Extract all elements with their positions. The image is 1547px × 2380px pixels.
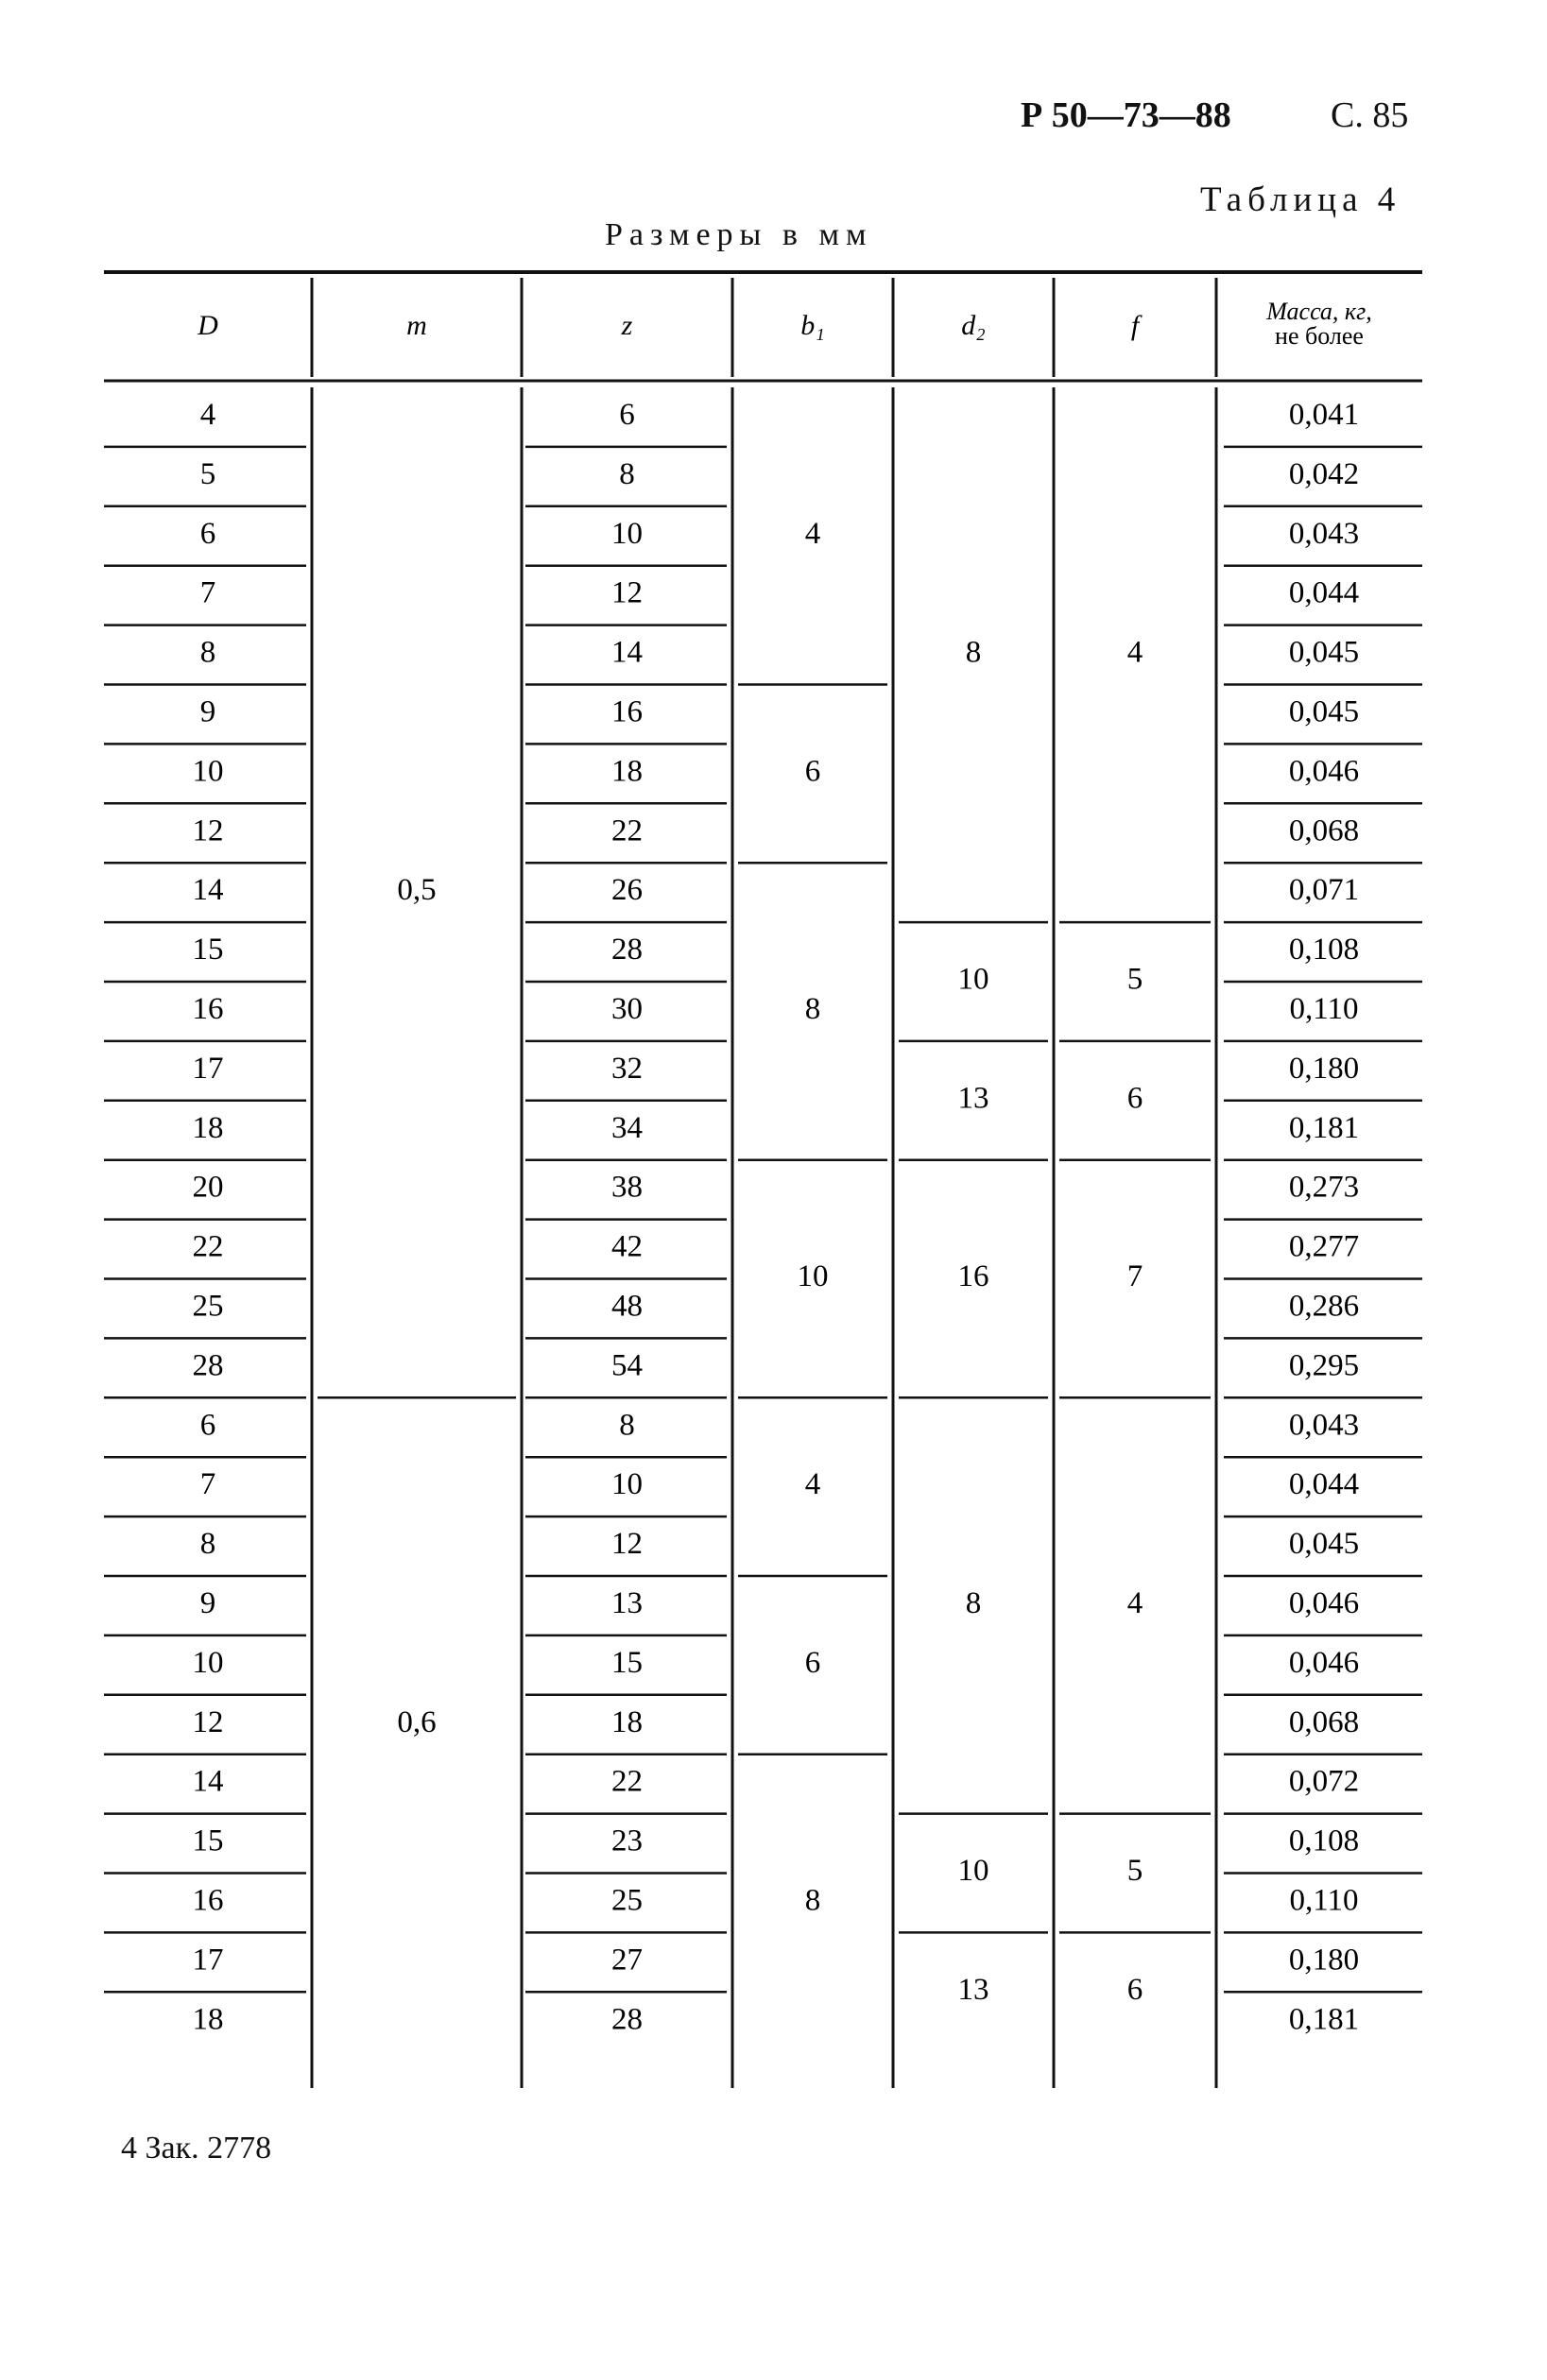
cell-mass: 0,042 (1288, 456, 1360, 491)
cell-z: 8 (619, 1408, 635, 1443)
cell-D: 10 (192, 754, 224, 789)
cell-b1-group: 8 (804, 992, 821, 1027)
cell-z: 30 (611, 992, 643, 1027)
cell-mass: 0,046 (1288, 1645, 1360, 1680)
cell-z: 6 (619, 398, 635, 433)
document-code: Р 50—73—88 (1021, 95, 1231, 135)
cell-z: 14 (611, 635, 643, 670)
header-d2: d₂ (961, 309, 986, 341)
header-b1: b₁ (800, 309, 825, 341)
header-mass-line2: не более (1275, 321, 1364, 350)
cell-mass: 0,181 (1288, 2002, 1360, 2037)
cell-D: 15 (192, 1824, 224, 1858)
cell-D: 25 (192, 1289, 224, 1324)
cell-mass: 0,110 (1289, 992, 1359, 1027)
header-mass-line1: Масса, кг, (1266, 297, 1372, 325)
cell-mass: 0,045 (1288, 1527, 1360, 1562)
cell-b1-group: 6 (804, 1645, 821, 1680)
cell-D: 12 (192, 813, 224, 848)
cell-f-group: 4 (1126, 1586, 1143, 1621)
cell-z: 26 (611, 873, 643, 908)
cell-z: 32 (611, 1051, 643, 1086)
cell-z: 28 (611, 933, 643, 967)
cell-m-group: 0,6 (397, 1704, 437, 1739)
cell-mass: 0,180 (1288, 1943, 1360, 1978)
cell-mass: 0,068 (1288, 813, 1360, 848)
cell-mass: 0,068 (1288, 1704, 1360, 1739)
cell-D: 7 (199, 1467, 216, 1502)
cell-f-group: 6 (1126, 1972, 1143, 2007)
cell-z: 23 (611, 1824, 643, 1858)
cell-mass: 0,041 (1288, 398, 1360, 433)
cell-mass: 0,286 (1288, 1289, 1360, 1324)
cell-mass: 0,044 (1288, 1467, 1360, 1502)
cell-mass: 0,108 (1288, 933, 1360, 967)
cell-mass: 0,072 (1288, 1764, 1360, 1799)
cell-mass: 0,295 (1288, 1348, 1360, 1383)
cell-D: 9 (199, 1586, 216, 1621)
cell-b1-group: 10 (797, 1259, 829, 1294)
cell-mass: 0,108 (1288, 1824, 1360, 1858)
cell-D: 20 (192, 1170, 224, 1205)
cell-b1-group: 4 (804, 516, 821, 551)
cell-D: 6 (199, 1408, 216, 1443)
cell-z: 22 (611, 1764, 643, 1799)
cell-mass: 0,046 (1288, 754, 1360, 789)
cell-z: 10 (611, 516, 643, 551)
cell-z: 13 (611, 1586, 643, 1621)
cell-b1-group: 8 (804, 1883, 821, 1918)
cell-z: 34 (611, 1110, 643, 1145)
cell-d2-group: 8 (965, 1586, 982, 1621)
cell-D: 14 (192, 1764, 224, 1799)
cell-D: 22 (192, 1229, 224, 1264)
cell-D: 17 (192, 1051, 224, 1086)
cell-f-group: 5 (1126, 962, 1143, 997)
cell-D: 16 (192, 992, 224, 1027)
header-f: f (1130, 309, 1140, 341)
cell-f-group: 7 (1126, 1259, 1143, 1294)
cell-mass: 0,046 (1288, 1586, 1360, 1621)
cell-z: 18 (611, 754, 643, 789)
cell-D: 8 (199, 1527, 216, 1562)
cell-z: 12 (611, 1527, 643, 1562)
cell-mass: 0,043 (1288, 1408, 1360, 1443)
header-m: m (406, 309, 427, 341)
cell-D: 17 (192, 1943, 224, 1978)
cell-D: 14 (192, 873, 224, 908)
cell-mass: 0,044 (1288, 575, 1360, 610)
cell-D: 8 (199, 635, 216, 670)
cell-mass: 0,277 (1288, 1229, 1360, 1264)
page-number: С. 85 (1331, 95, 1409, 135)
cell-D: 18 (192, 1110, 224, 1145)
cell-d2-group: 10 (957, 1854, 989, 1889)
cell-z: 15 (611, 1645, 643, 1680)
cell-f-group: 6 (1126, 1081, 1143, 1116)
cell-D: 9 (199, 694, 216, 729)
cell-z: 38 (611, 1170, 643, 1205)
cell-mass: 0,180 (1288, 1051, 1360, 1086)
cell-z: 8 (619, 456, 635, 491)
cell-mass: 0,110 (1289, 1883, 1359, 1918)
cell-z: 18 (611, 1704, 643, 1739)
cell-D: 10 (192, 1645, 224, 1680)
header-z: z (621, 309, 633, 341)
cell-m-group: 0,5 (397, 873, 437, 908)
cell-D: 7 (199, 575, 216, 610)
cell-D: 28 (192, 1348, 224, 1383)
cell-f-group: 4 (1126, 635, 1143, 670)
cell-D: 12 (192, 1704, 224, 1739)
cell-z: 25 (611, 1883, 643, 1918)
table-title: Таблица 4 (1200, 180, 1401, 219)
header-D: D (198, 309, 218, 341)
cell-D: 5 (199, 456, 216, 491)
cell-z: 12 (611, 575, 643, 610)
cell-f-group: 5 (1126, 1854, 1143, 1889)
cell-z: 42 (611, 1229, 643, 1264)
cell-z: 48 (611, 1289, 643, 1324)
units-note: Размеры в мм (605, 217, 873, 252)
cell-b1-group: 4 (804, 1467, 821, 1502)
cell-d2-group: 10 (957, 962, 989, 997)
cell-mass: 0,043 (1288, 516, 1360, 551)
cell-D: 4 (199, 398, 216, 433)
cell-z: 22 (611, 813, 643, 848)
cell-d2-group: 13 (957, 1081, 989, 1116)
cell-z: 54 (611, 1348, 643, 1383)
footer-note: 4 Зак. 2778 (121, 2131, 272, 2166)
cell-d2-group: 13 (957, 1972, 989, 2007)
cell-z: 28 (611, 2002, 643, 2037)
cell-D: 15 (192, 933, 224, 967)
cell-D: 6 (199, 516, 216, 551)
cell-mass: 0,071 (1288, 873, 1360, 908)
cell-b1-group: 6 (804, 754, 821, 789)
cell-D: 16 (192, 1883, 224, 1918)
cell-z: 10 (611, 1467, 643, 1502)
cell-z: 16 (611, 694, 643, 729)
cell-z: 27 (611, 1943, 643, 1978)
cell-mass: 0,273 (1288, 1170, 1360, 1205)
cell-d2-group: 16 (957, 1259, 989, 1294)
cell-mass: 0,045 (1288, 635, 1360, 670)
cell-mass: 0,045 (1288, 694, 1360, 729)
cell-mass: 0,181 (1288, 1110, 1360, 1145)
cell-d2-group: 8 (965, 635, 982, 670)
cell-D: 18 (192, 2002, 224, 2037)
